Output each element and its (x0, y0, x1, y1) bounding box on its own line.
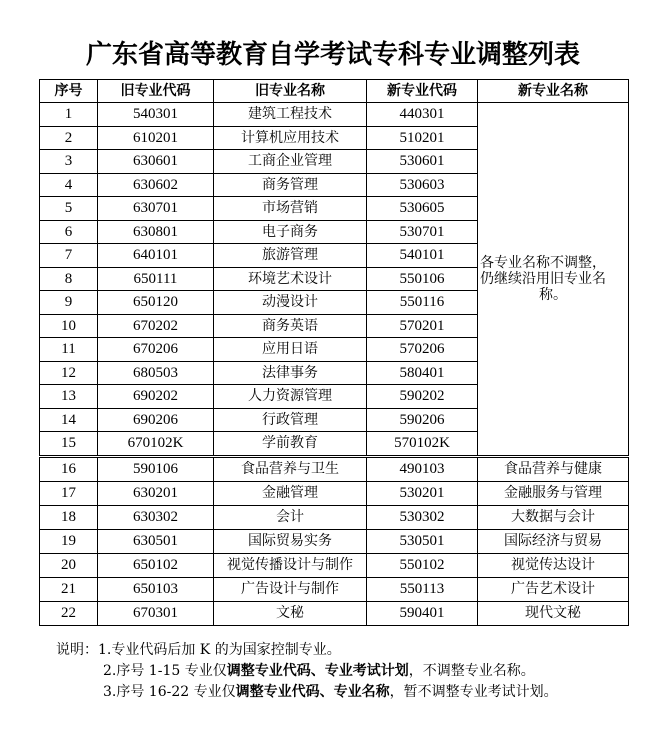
cell-new-name: 金融服务与管理 (478, 481, 629, 505)
cell-serial-no: 11 (40, 338, 98, 362)
cell-serial-no: 13 (40, 385, 98, 409)
cell-new-code: 440301 (367, 103, 478, 127)
cell-old-name: 动漫设计 (214, 291, 367, 315)
cell-old-name: 人力资源管理 (214, 385, 367, 409)
cell-new-name: 广告艺术设计 (478, 577, 629, 601)
cell-new-code: 530501 (367, 529, 478, 553)
table-row (40, 103, 629, 127)
cell-old-name: 市场营销 (214, 197, 367, 221)
cell-old-name: 环境艺术设计 (214, 267, 367, 291)
cell-serial-no: 20 (40, 553, 98, 577)
cell-old-code: 650102 (98, 553, 214, 577)
table-row (40, 553, 629, 577)
cell-old-name: 广告设计与制作 (214, 577, 367, 601)
cell-new-code: 570201 (367, 314, 478, 338)
note-line-3 (56, 682, 558, 703)
cell-old-code: 610201 (98, 126, 214, 150)
merged-note-line: 称。 (539, 286, 567, 303)
cell-old-name: 商务英语 (214, 314, 367, 338)
merged-note-line: 仍继续沿用旧专业名 (480, 270, 606, 287)
cell-new-code: 590401 (367, 601, 478, 625)
cell-new-code: 570206 (367, 338, 478, 362)
cell-old-code: 630701 (98, 197, 214, 221)
header-old-name: 旧专业名称 (214, 80, 367, 103)
cell-old-code: 630801 (98, 220, 214, 244)
note-3-bold: 调整专业代码、专业名称 (235, 684, 390, 700)
cell-old-name: 会计 (214, 505, 367, 529)
cell-serial-no: 21 (40, 577, 98, 601)
note-3-suffix: ，暂不调整专业考试计划。 (389, 684, 558, 700)
cell-old-code: 670301 (98, 601, 214, 625)
cell-old-code: 630501 (98, 529, 214, 553)
table-body (40, 103, 629, 626)
cell-old-name: 视觉传播设计与制作 (214, 553, 367, 577)
cell-old-code: 690206 (98, 408, 214, 432)
cell-serial-no: 9 (40, 291, 98, 315)
note-2-suffix: ，不调整专业名称。 (408, 663, 535, 679)
merged-note-line: 各专业名称不调整， (480, 254, 606, 271)
note-line-1 (56, 640, 558, 661)
table-header-row (40, 80, 629, 103)
table-row (40, 577, 629, 601)
cell-serial-no: 10 (40, 314, 98, 338)
notes-section (56, 640, 558, 703)
cell-old-code: 680503 (98, 361, 214, 385)
cell-new-code: 530603 (367, 173, 478, 197)
cell-old-name: 工商企业管理 (214, 150, 367, 174)
cell-new-code: 550116 (367, 291, 478, 315)
cell-old-code: 630302 (98, 505, 214, 529)
cell-old-name: 行政管理 (214, 408, 367, 432)
cell-new-name: 国际经济与贸易 (478, 529, 629, 553)
cell-new-code: 550113 (367, 577, 478, 601)
page-title: 广东省高等教育自学考试专科专业调整列表 (85, 40, 580, 70)
cell-old-code: 650111 (98, 267, 214, 291)
cell-old-name: 食品营养与卫生 (214, 456, 367, 481)
cell-new-code: 540101 (367, 244, 478, 268)
cell-new-name: 食品营养与健康 (478, 456, 629, 481)
cell-old-name: 计算机应用技术 (214, 126, 367, 150)
cell-serial-no: 15 (40, 432, 98, 457)
note-line-2 (56, 661, 558, 682)
cell-new-name: 现代文秘 (478, 601, 629, 625)
cell-serial-no: 5 (40, 197, 98, 221)
cell-old-code: 650120 (98, 291, 214, 315)
cell-serial-no: 7 (40, 244, 98, 268)
note-3-prefix: 3.序号 16-22 专业仅 (103, 684, 236, 700)
cell-new-code: 510201 (367, 126, 478, 150)
cell-old-code: 630601 (98, 150, 214, 174)
cell-new-code: 570102K (367, 432, 478, 457)
cell-new-code: 590206 (367, 408, 478, 432)
cell-new-code: 580401 (367, 361, 478, 385)
cell-old-name: 电子商务 (214, 220, 367, 244)
cell-old-code: 670206 (98, 338, 214, 362)
notes-label: 说明： (56, 642, 98, 658)
cell-old-name: 法律事务 (214, 361, 367, 385)
merged-new-name-note (478, 103, 629, 457)
header-new-code: 新专业代码 (367, 80, 478, 103)
cell-old-name: 建筑工程技术 (214, 103, 367, 127)
header-old-code: 旧专业代码 (98, 80, 214, 103)
cell-serial-no: 14 (40, 408, 98, 432)
cell-old-code: 540301 (98, 103, 214, 127)
cell-old-code: 690202 (98, 385, 214, 409)
cell-old-name: 学前教育 (214, 432, 367, 457)
header-serial-no: 序号 (40, 80, 98, 103)
cell-new-code: 530605 (367, 197, 478, 221)
table-row (40, 505, 629, 529)
cell-old-name: 应用日语 (214, 338, 367, 362)
cell-serial-no: 3 (40, 150, 98, 174)
cell-serial-no: 16 (40, 456, 98, 481)
major-adjustment-table (39, 79, 629, 626)
cell-old-code: 630602 (98, 173, 214, 197)
cell-new-name: 大数据与会计 (478, 505, 629, 529)
cell-old-name: 金融管理 (214, 481, 367, 505)
cell-old-name: 国际贸易实务 (214, 529, 367, 553)
cell-new-code: 550102 (367, 553, 478, 577)
cell-old-code: 630201 (98, 481, 214, 505)
cell-old-code: 640101 (98, 244, 214, 268)
cell-new-name: 视觉传达设计 (478, 553, 629, 577)
table-row (40, 601, 629, 625)
cell-new-code: 530201 (367, 481, 478, 505)
cell-new-code: 550106 (367, 267, 478, 291)
table-row (40, 529, 629, 553)
cell-old-name: 文秘 (214, 601, 367, 625)
cell-old-name: 旅游管理 (214, 244, 367, 268)
cell-serial-no: 17 (40, 481, 98, 505)
cell-serial-no: 2 (40, 126, 98, 150)
note-2-bold: 调整专业代码、专业考试计划 (226, 663, 409, 679)
cell-serial-no: 18 (40, 505, 98, 529)
cell-old-name: 商务管理 (214, 173, 367, 197)
cell-serial-no: 12 (40, 361, 98, 385)
note-2-prefix: 2.序号 1-15 专业仅 (103, 663, 227, 679)
cell-serial-no: 22 (40, 601, 98, 625)
cell-serial-no: 1 (40, 103, 98, 127)
cell-new-code: 530601 (367, 150, 478, 174)
table-row (40, 456, 629, 481)
cell-new-code: 490103 (367, 456, 478, 481)
note-1-text: 1.专业代码后加 K 的为国家控制专业。 (98, 642, 341, 658)
cell-new-code: 530302 (367, 505, 478, 529)
cell-serial-no: 6 (40, 220, 98, 244)
cell-new-code: 530701 (367, 220, 478, 244)
cell-serial-no: 8 (40, 267, 98, 291)
cell-serial-no: 4 (40, 173, 98, 197)
cell-new-code: 590202 (367, 385, 478, 409)
cell-old-code: 670202 (98, 314, 214, 338)
cell-old-code: 670102K (98, 432, 214, 457)
header-new-name: 新专业名称 (478, 80, 629, 103)
cell-serial-no: 19 (40, 529, 98, 553)
table-row (40, 481, 629, 505)
cell-old-code: 590106 (98, 456, 214, 481)
cell-old-code: 650103 (98, 577, 214, 601)
